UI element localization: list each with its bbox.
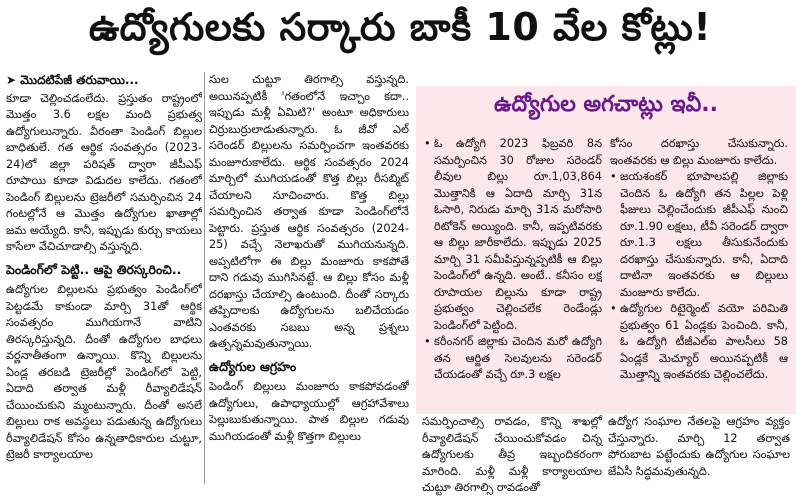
paragraph: ఉద్యోగుల బిల్లులను ప్రభుత్వం పెండింగ్‌లో పెట్టడమే కాకుండా మార్చి 31తో ఆర్థిక సంవత్సరం ముగియగానే వాటిని తిరస్కరిస్తున్నది. దీంతో ఉద్యోగుల బాధలు వర్ణనాతీతంగా ఉన్నాయి. కొన్ని బిల్లులను ఏండ్ల తరబడి ట్రెజరీల్లో పెండింగ్‌లో పెట్టి, ఏదాది తర్వాత మళ్లీ రీవ్యాలిడేషన్ చేయించుకుని మ్మంటున్నారు. దీంతో అసలే బిల్లులు రాక అవస్థలు పడుతున్న ఉద్యోగులు రీవ్యాలిడేషన్ కోసం ఉన్నతాధికారుల చుట్టూ, ట్రెజరీ కార్యాలయాల xyxy=(6,283,202,461)
article-column-2 xyxy=(209,72,409,482)
bullet-icon: • xyxy=(610,170,617,183)
headline: ఉద్యోగులకు సర్కారు బాకీ 10 వేల కోట్లు! xyxy=(88,5,712,49)
continuation-text: మొదటిపేజీ తరువాయి... xyxy=(20,73,139,87)
bullet-icon: • xyxy=(610,302,617,315)
paragraph: పెండింగ్ బిల్లులు మంజూరు కాకపోవడంతో ఉద్యోగులు, ఉపాధ్యాయుల్లో ఆగ్రహావేశాలు పెల్లుబుకుతున్నాయి. పాత బిల్లుల గడువు ముగియడంతో మళ్లీ కొత్తగా బిల్లులు xyxy=(209,380,409,443)
bullet-item xyxy=(610,301,788,384)
box-title: ఉద్యోగుల అగచాట్లు ఇవీ.. xyxy=(494,92,718,117)
continuation-lead xyxy=(6,72,202,89)
subheading-text: ఉద్యోగుల ఆగ్రహం xyxy=(209,358,297,374)
bullet-icon: • xyxy=(424,137,431,150)
bullet-item xyxy=(610,169,788,301)
article-column-1 xyxy=(6,72,202,482)
bottom-text-strip xyxy=(416,414,796,494)
subheading xyxy=(209,359,409,376)
column-divider xyxy=(204,72,205,484)
arrow-icon: ➤ xyxy=(6,73,21,87)
bullet-item xyxy=(424,334,602,384)
paragraph: కూడా చెల్లించడంలేదు. ప్రస్తుతం రాష్ట్రంలో మొత్తం 3.6 లక్షల మంది ప్రభుత్వ ఉద్యోగులున్నారు. వీరంతా పెండింగ్ బిల్లుల బాధితులే. గత ఆర్థిక సంవత్సరం (2023-24)లో జిల్లా పరిషత్ ద్వారా జీపీఎఫ్ రూపాయి కూడా విడుదల కాలేదు. గతంలో పెండింగ్ బిల్లులను ట్రెజరీలో సమర్పించిన 24 గంటల్లోనే ఆ మొత్తం ఉద్యోగుల ఖాతాల్లో జమ అయ్యేది. కానీ, ఇప్పుడు కుర్చు కాయలు కాసేలా వేచిచూడాల్సి వస్తున్నది. xyxy=(6,91,202,253)
paragraph: సమర్పించాల్సి రావడం, కొన్ని శాఖల్లో రీవ్యాలిడేషన్ చేయించుకోవడం చిన్న ఉద్యోగులకు తీవ్ర ఇబ్బందికరంగా మారింది. మళ్లీ మళ్లీ కార్యాలయాల చుట్టూ తిరగాల్సి రావడంతో xyxy=(422,415,602,494)
bullet-text: ఉద్యోగుల రిటైర్మెంట్ వయో పరిమితి ప్రభుత్వం 61 ఏండ్లకు పెంచింది. కానీ, ఓ ఉద్యోగి టీజీఎల్ఐ పాలసీలు 58 ఏండ్లకే మెచ్యూర్ అయినప్పటికీ ఆ మొత్తాన్ని ఇంతవరకు చెల్లించలేదు. xyxy=(620,302,788,381)
subheading xyxy=(6,262,202,279)
paragraph: సుల చుట్టూ తిరగాల్సి వస్తున్నది. అయినప్పటికీ 'గతంలోనే ఇచ్చాం కదా.. ఇప్పుడు మళ్లీ ఏమిటి?' అంటూ అధికారులు చిర్రుబుర్రులాడుతున్నారు. ఓ జీవో ఎల్ సరెండర్ బిల్లులను సమర్పించగా ఇంతవరకు మంజూరుకాలేదు. ఆర్థిక సంవత్సరం 2024 మార్చిలో ముగియడంతో కొత్త బిల్లు రీసబ్మిట్ చేయాలని సూచించారు. కొత్త బిల్లు సమర్పించిన తర్వాత కూడా పెండింగ్‌లోనే పెట్టారు. ప్రస్తుత ఆర్థిక సంవత్సరం (2024-25) వచ్చే నెలాఖరుతో ముగియనున్నది. అప్పటిలోగా ఈ బిల్లు మంజూరు కాకపోతే దాని గడువు ముగిసినట్టే. ఆ బిల్లు కోసం మళ్లీ దరఖాస్తు చేయాల్సి ఉంటుంది. దీంతో సర్కారు తప్పిదాలకు ఉద్యోగులను బలిచేయడం ఎంతవరకు సబబు అన్న ప్రశ్నలు ఉత్పన్నమవుతున్నాయి. xyxy=(209,73,409,350)
bullet-text: కరీంనగర్ జిల్లాకు చెందిన మరో ఉద్యోగి తన ఆర్జిత సెలవులను సరెండర్ చేయడంతో వచ్చే రూ.3 లక్షల xyxy=(434,335,602,381)
bullet-text: జయశంకర్ భూపాలపల్లి జిల్లాకు చెందిన ఓ ఉద్యోగి తన పిల్లల పెళ్లి ఫీజులు చెల్లించేందుకు జీపీఎఫ్ నుంచి రూ.1.90 లక్షలు, టీవీ సరెండర్ ద్వారా రూ.1.3 లక్షలు తీసుకునేందుకు దరఖాస్తు చేసుకున్నారు. కానీ, ఏదాది దాటినా ఇంతవరకు ఆ బిల్లులు మంజూరు కాలేదు. xyxy=(620,170,788,299)
paragraph: కోసం దరఖాస్తు చేసుకున్నారు. ఇంతవరకు ఆ బిల్లు మంజూరు కాలేదు. xyxy=(610,137,788,167)
subheading-text: పెండింగ్‌లో పెట్టి.. ఆపై తిరస్కరించి.. xyxy=(6,261,182,277)
bullet-text: ఓ ఉద్యోగి 2023 ఫిబ్రవరి 8న సమర్పించిన 30 రోజుల సరెండర్ లీవుల బిల్లు రూ.1,03,864 మొత్తానికి ఆ ఏదాది మార్చి 31న ఓసారి, నిరుడు మార్చి 31న మరోసారి రిటోకెన్ అయ్యింది. కానీ, ఇప్పటివరకు ఆ బిల్లు జారీకాలేదు. ఇప్పుడు 2025 మార్చి 31 సమీపిస్తున్నప్పటికీ ఆ బిల్లు పెండింగ్‌లో ఉన్నది. అంటే.. కనీసం లక్ష రూపాయల బిల్లును కూడా రాష్ట్ర ప్రభుత్వం చెల్లించలేక రెండేండ్లు పెండింగ్‌లో పెట్టింది. xyxy=(434,137,602,332)
bullet-item xyxy=(424,136,602,334)
bullet-icon: • xyxy=(424,335,431,348)
paragraph: ఉద్యోగ సంఘాల నేతలపై ఆగ్రహం వ్యక్తం చేస్తున్నారు. మార్చి 12 తర్వాత పోరుబాట పట్టేందుకు ఉద్యోగుల సంఘాల జేఏసీ సిద్ధమవుతున్నది. xyxy=(608,415,790,478)
